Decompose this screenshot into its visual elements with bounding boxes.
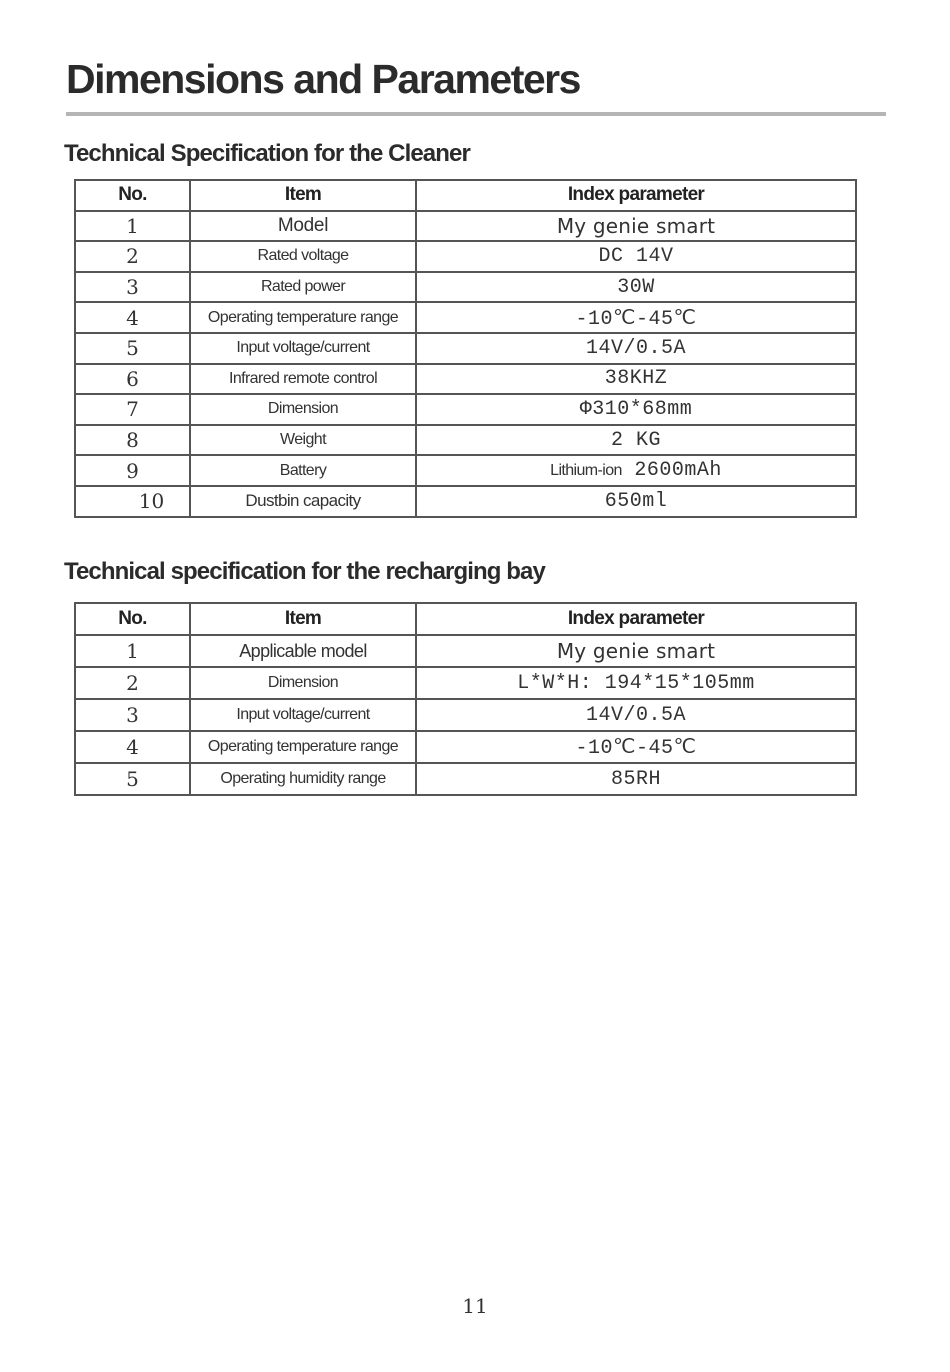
table-row (75, 763, 856, 795)
row-number: 5 (75, 333, 190, 364)
row-number: 3 (75, 272, 190, 303)
row-number: 4 (75, 731, 190, 763)
table-row (75, 699, 856, 731)
column-header-no: No. (75, 180, 190, 211)
column-header-param: Index parameter (416, 180, 856, 211)
cleaner-spec-heading: Technical Specification for the Cleaner (64, 140, 470, 167)
row-param: 85RH (416, 763, 856, 795)
row-item: Battery (190, 455, 416, 486)
table-row (75, 455, 856, 486)
cleaner-spec-table (74, 179, 857, 518)
row-param (416, 455, 856, 486)
row-number: 8 (75, 425, 190, 456)
row-item: Dimension (190, 667, 416, 699)
row-number: 4 (75, 302, 190, 333)
table-row (75, 425, 856, 456)
row-item: Input voltage/current (190, 333, 416, 364)
row-param: L*W*H: 194*15*105mm (416, 667, 856, 699)
row-param: Φ310*68mm (416, 394, 856, 425)
bay-spec-heading: Technical specification for the recharging bay (64, 558, 545, 585)
table-header-row (75, 603, 856, 635)
row-item: Rated power (190, 272, 416, 303)
table-row (75, 635, 856, 667)
page-number: 11 (462, 1294, 488, 1318)
page-title: Dimensions and Parameters (66, 56, 580, 102)
row-param: 30W (416, 272, 856, 303)
column-header-item: Item (190, 180, 416, 211)
row-number: 7 (75, 394, 190, 425)
row-item: Operating temperature range (190, 731, 416, 763)
row-param: 2 KG (416, 425, 856, 456)
row-number: 6 (75, 364, 190, 395)
row-number: 2 (75, 667, 190, 699)
row-number: 9 (75, 455, 190, 486)
row-item: Weight (190, 425, 416, 456)
row-number: 3 (75, 699, 190, 731)
table-row (75, 486, 856, 517)
row-param: -10℃-45℃ (416, 302, 856, 333)
row-number: 1 (75, 635, 190, 667)
table-row (75, 241, 856, 272)
row-param: My genie smart (416, 211, 856, 242)
column-header-item: Item (190, 603, 416, 635)
column-header-param: Index parameter (416, 603, 856, 635)
column-header-no: No. (75, 603, 190, 635)
row-number: 10 (75, 486, 190, 517)
row-item: Infrared remote control (190, 364, 416, 395)
row-param: -10℃-45℃ (416, 731, 856, 763)
row-item: Input voltage/current (190, 699, 416, 731)
row-param: My genie smart (416, 635, 856, 667)
row-item: Dustbin capacity (190, 486, 416, 517)
table-row (75, 333, 856, 364)
table-row (75, 667, 856, 699)
table-row (75, 272, 856, 303)
row-item: Model (190, 211, 416, 242)
bay-spec-table (74, 602, 857, 796)
row-item: Operating humidity range (190, 763, 416, 795)
row-param: 14V/0.5A (416, 699, 856, 731)
row-item: Rated voltage (190, 241, 416, 272)
row-number: 2 (75, 241, 190, 272)
row-item: Operating temperature range (190, 302, 416, 333)
row-param: 38KHZ (416, 364, 856, 395)
row-param: 14V/0.5A (416, 333, 856, 364)
row-number: 5 (75, 763, 190, 795)
title-divider (66, 112, 886, 116)
table-row (75, 302, 856, 333)
table-row (75, 211, 856, 242)
battery-type-label: Lithium-ion (550, 462, 622, 480)
row-param: 650ml (416, 486, 856, 517)
row-item: Dimension (190, 394, 416, 425)
table-header-row (75, 180, 856, 211)
table-row (75, 364, 856, 395)
row-number: 1 (75, 211, 190, 242)
table-row (75, 394, 856, 425)
table-row (75, 731, 856, 763)
row-param: DC 14V (416, 241, 856, 272)
battery-capacity-value: 2600mAh (634, 459, 722, 483)
row-item: Applicable model (190, 635, 416, 667)
